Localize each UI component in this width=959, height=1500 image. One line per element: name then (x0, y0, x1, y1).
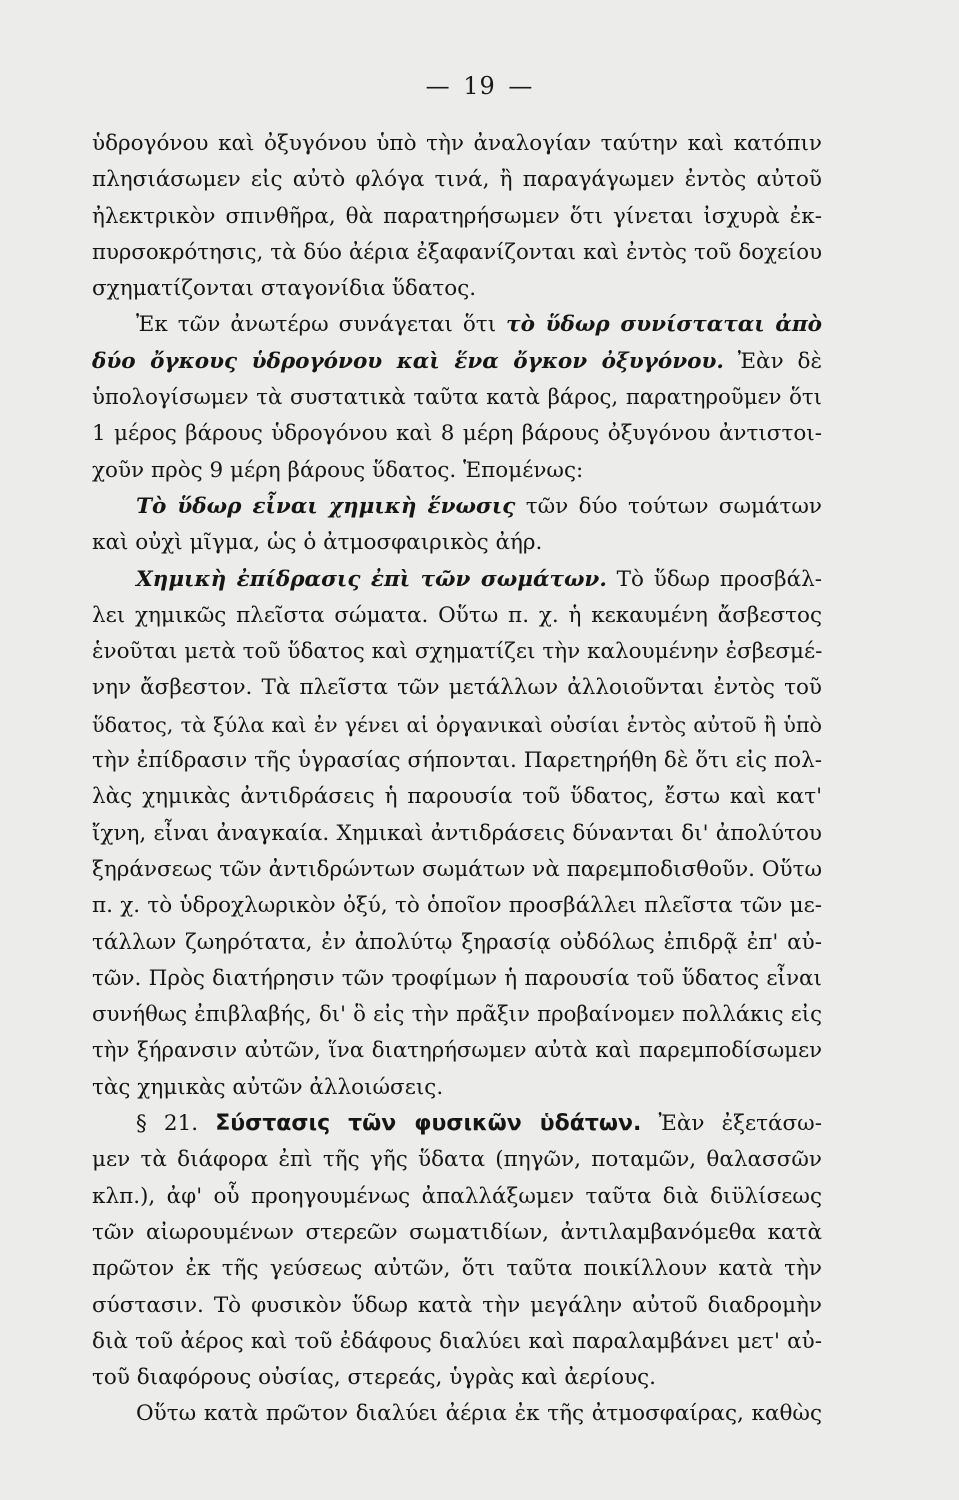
text-line (92, 1179, 822, 1215)
text-run: Ἐὰν δὲ (723, 348, 822, 374)
text-run: π. χ. τὸ ὑδροχλωρικὸν ὀξύ, τὸ ὁποῖον προσβάλλει πλεῖστα τῶν με- (92, 893, 822, 919)
text-line (92, 1033, 822, 1069)
text-line (92, 235, 822, 271)
text-line (92, 707, 822, 743)
text-line (92, 997, 822, 1033)
emphasized-phrase: δύο ὄγκους ὑδρογόνου καὶ ἕνα ὄγκον ὀξυγόνου. (92, 348, 724, 374)
text-run: τὴν ξήρανσιν αὐτῶν, ἵνα διατηρήσωμεν αὐτὰ καὶ παρεμποδίσωμεν (92, 1038, 822, 1064)
section-heading: Σύστασις τῶν φυσικῶν ὑδάτων. (215, 1111, 642, 1137)
text-run: πλησιάσωμεν εἰς αὐτὸ φλόγα τινά, ἢ παραγάγωμεν ἐντὸς αὐτοῦ (92, 167, 822, 193)
text-run: χοῦν πρὸς 9 μέρη βάρους ὕδατος. Ἑπομένως: (92, 457, 584, 483)
text-run: 1 μέρος βάρους ὑδρογόνου καὶ 8 μέρη βάρους ὀξυγόνου ἀντιστοι- (92, 421, 822, 447)
text-line (92, 489, 822, 525)
page-number: — 19 — (425, 72, 534, 100)
text-line (92, 1215, 822, 1251)
text-run: διὰ τοῦ ἀέρος καὶ τοῦ ἐδάφους διαλύει καὶ παραλαμβάνει μετ' αὐ- (92, 1328, 822, 1354)
emphasized-phrase: Χημικὴ ἐπίδρασις ἐπὶ τῶν σωμάτων. (136, 566, 607, 592)
text-run: ὑδρογόνου καὶ ὀξυγόνου ὑπὸ τὴν ἀναλογίαν ταύτην καὶ κατόπιν (92, 131, 822, 156)
emphasized-phrase: τὸ ὕδωρ συνίσταται ἀπὸ (506, 312, 822, 338)
text-line (92, 562, 822, 598)
text-run: λει χημικῶς πλεῖστα σώματα. Οὕτω π. χ. ἡ κεκαυμένη ἄσβεστος (92, 602, 822, 628)
text-line (92, 779, 822, 815)
text-run: Τὸ ὕδωρ προσβάλ- (606, 566, 823, 592)
text-line (92, 199, 822, 235)
text-run: ἑνοῦται μετὰ τοῦ ὕδατος καὶ σχηματίζει τὴν καλουμένην ἐσβεσμέ- (92, 639, 823, 665)
text-line (92, 1106, 822, 1142)
text-line (92, 961, 822, 997)
text-line (92, 1360, 822, 1396)
text-run: τάλλων ζωηρότατα, ἐν ἀπολύτῳ ξηρασίᾳ οὐδόλως ἐπιδρᾷ ἐπ' αὐ- (92, 929, 822, 955)
text-line (92, 1288, 822, 1324)
text-run: σύστασιν. Τὸ φυσικὸν ὕδωρ κατὰ τὴν μεγάλην αὐτοῦ διαδρομὴν (92, 1292, 822, 1318)
text-run: τὴν ἐπίδρασιν τῆς ὑγρασίας σήπονται. Παρετηρήθη δὲ ὅτι εἰς πολ- (92, 748, 822, 774)
text-line (92, 888, 822, 924)
text-run: τῶν δύο τούτων σωμάτων (515, 493, 822, 519)
text-line (92, 743, 822, 779)
text-line (92, 380, 822, 416)
text-line (92, 344, 822, 380)
text-run: ὕδατος, τὰ ξύλα καὶ ἐν γένει αἱ ὀργανικαὶ οὐσίαι ἐντὸς αὐτοῦ ἢ ὑπὸ (92, 712, 822, 737)
text-line (92, 525, 822, 561)
text-run: κλπ.), ἀφ' οὗ προηγουμένως ἀπαλλάξωμεν ταῦτα διὰ διϋλίσεως (92, 1183, 822, 1209)
text-line (92, 670, 822, 706)
text-line (92, 1396, 822, 1432)
text-run: πρῶτον ἐκ τῆς γεύσεως αὐτῶν, ὅτι ταῦτα ποικίλλουν κατὰ τὴν (92, 1256, 822, 1282)
text-run: Οὕτω κατὰ πρῶτον διαλύει ἀέρια ἐκ τῆς ἀτμοσφαίρας, καθὼς (136, 1401, 822, 1427)
text-run: ὑπολογίσωμεν τὰ συστατικὰ ταῦτα κατὰ βάρος, παρατηροῦμεν ὅτι (92, 385, 822, 411)
text-run: τὰς χημικὰς αὐτῶν ἀλλοιώσεις. (92, 1074, 444, 1100)
text-line (92, 307, 822, 343)
text-line (92, 598, 822, 634)
text-run: σχηματίζονται σταγονίδια ὕδατος. (92, 276, 477, 302)
text-run: τῶν. Πρὸς διατήρησιν τῶν τροφίμων ἡ παρουσία τοῦ ὕδατος εἶναι (92, 965, 822, 991)
text-run: συνήθως ἐπιβλαβής, δι' ὃ εἰς τὴν πρᾶξιν προβαίνομεν πολλάκις εἰς (92, 1002, 822, 1028)
text-run: Ἐκ τῶν ἀνωτέρω συνάγεται ὅτι (136, 312, 507, 338)
text-run: ἴχνη, εἶναι ἀναγκαία. Χημικαὶ ἀντιδράσεις δύνανται δι' ἀπολύτου (92, 820, 822, 846)
text-line (92, 1251, 822, 1287)
text-run: καὶ οὐχὶ μῖγμα, ὡς ὁ ἀτμοσφαιρικὸς ἀήρ. (92, 530, 543, 556)
text-run: ἠλεκτρικὸν σπινθῆρα, θὰ παρατηρήσωμεν ὅτι γίνεται ἰσχυρὰ ἐκ- (92, 203, 822, 229)
text-run: τῶν αἰωρουμένων στερεῶν σωματιδίων, ἀντιλαμβανόμεθα κατὰ (92, 1219, 822, 1245)
text-line (92, 1142, 822, 1178)
text-run: μεν τὰ διάφορα ἐπὶ τῆς γῆς ὕδατα (πηγῶν, ποταμῶν, θαλασσῶν (92, 1147, 822, 1173)
text-line (92, 271, 822, 307)
text-line (92, 453, 822, 489)
page-body-text (92, 126, 822, 1433)
emphasized-phrase: Τὸ ὕδωρ εἶναι χημικὴ ἕνωσις (136, 493, 516, 519)
text-line (92, 126, 822, 162)
text-line (92, 1324, 822, 1360)
text-line (92, 925, 822, 961)
text-line (92, 634, 822, 670)
text-line (92, 852, 822, 888)
text-run: τοῦ διαφόρους οὐσίας, στερεάς, ὑγρὰς καὶ ἀερίους. (92, 1365, 657, 1391)
text-run: § 21. (136, 1111, 216, 1137)
text-run: ξηράνσεως τῶν ἀντιδρώντων σωμάτων νὰ παρεμποδισθοῦν. Οὕτω (92, 856, 822, 882)
text-run: νην ἄσβεστον. Τὰ πλεῖστα τῶν μετάλλων ἀλλοιοῦνται ἐντὸς τοῦ (92, 675, 822, 701)
text-line (92, 1070, 822, 1106)
text-line (92, 416, 822, 452)
text-run: Ἐὰν ἐξετάσω- (641, 1111, 822, 1137)
text-run: λὰς χημικὰς ἀντιδράσεις ἡ παρουσία τοῦ ὕδατος, ἔστω καὶ κατ' (92, 784, 822, 810)
text-line (92, 162, 822, 198)
text-run: πυρσοκρότησις, τὰ δύο ἀέρια ἐξαφανίζονται καὶ ἐντὸς τοῦ δοχείου (92, 239, 822, 265)
text-line (92, 816, 822, 852)
